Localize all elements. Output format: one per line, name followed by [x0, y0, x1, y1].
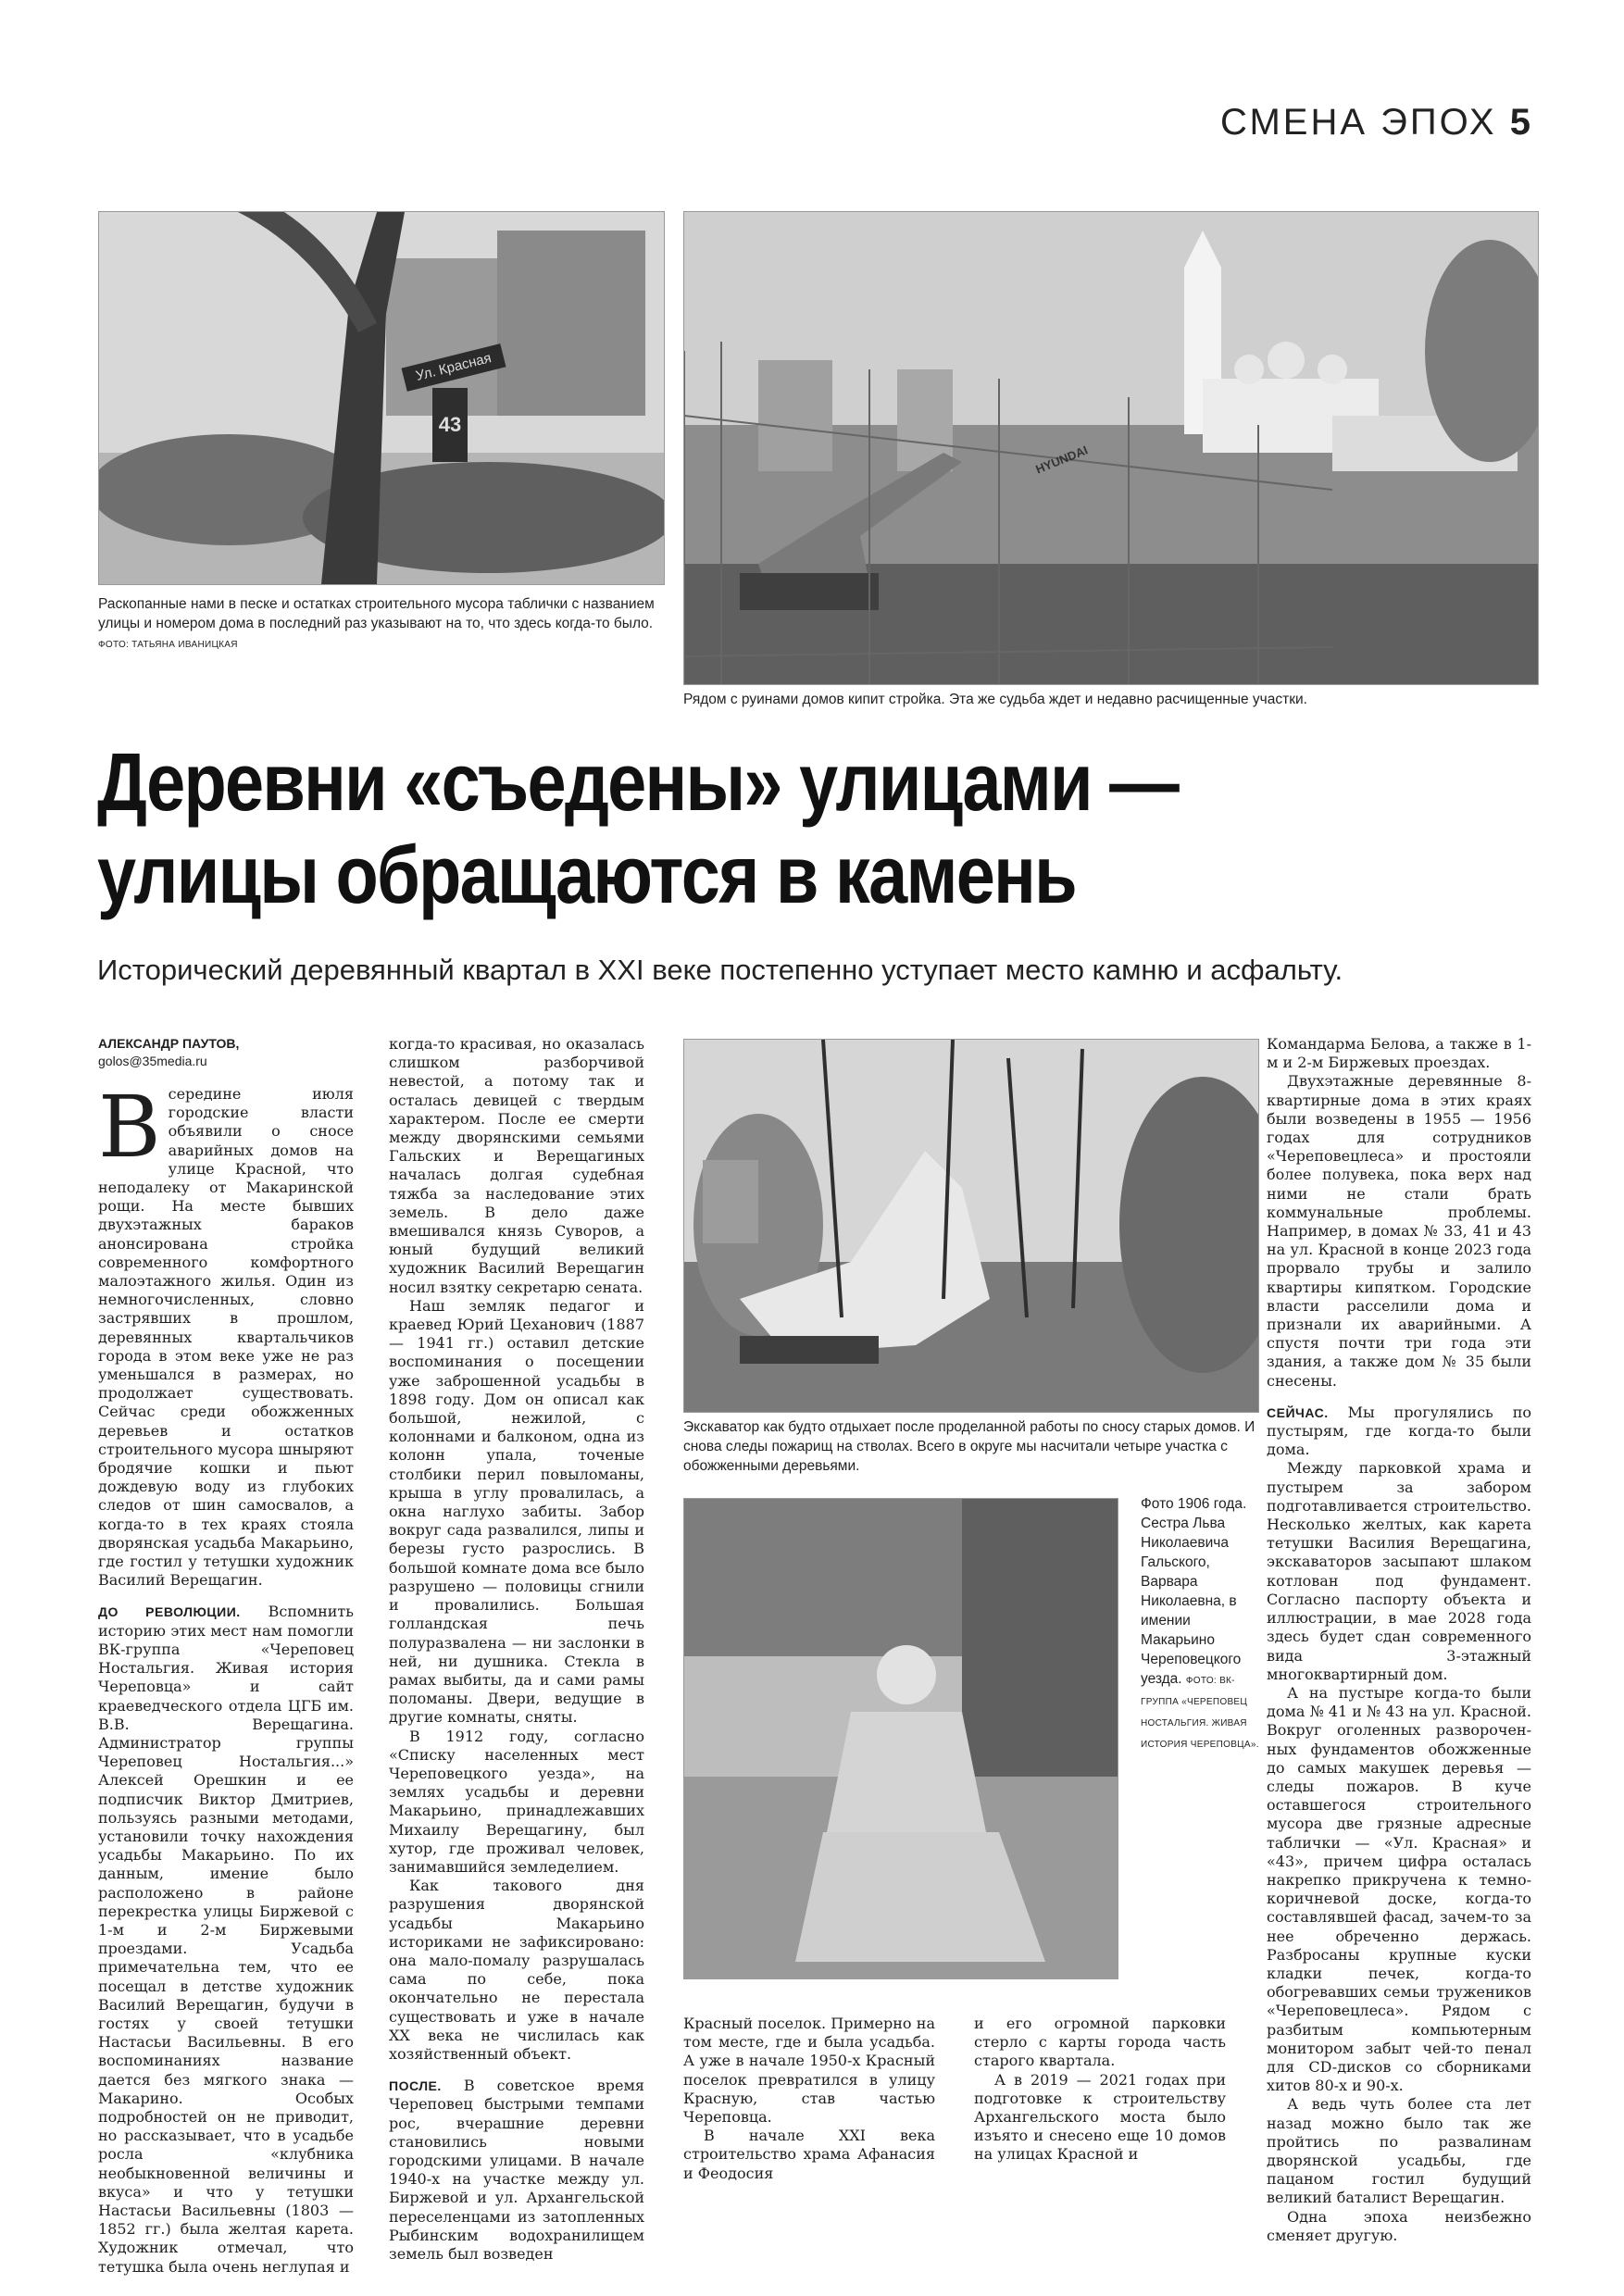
- lead-before-revolution: ДО РЕВОЛЮЦИИ.: [98, 1604, 241, 1620]
- excavator-brand: HYUNDAI: [1033, 443, 1090, 477]
- headline-line-1: Деревни «съедены» улицами —: [97, 736, 1179, 828]
- photo-1906-portrait: [683, 1498, 1118, 1979]
- house-number-board: [432, 388, 468, 462]
- author-name: АЛЕКСАНДР ПАУТОВ,: [98, 1036, 240, 1051]
- section-header: [1220, 102, 1533, 144]
- article-column-1: АЛЕКСАНДР ПАУТОВ, golos@35media.ru Всередине июля городские власти объявили о сносе аварийных домов на улице Красной, что неподалеку от Макаринской рощи. На месте бывших двухэтажных бараков анонсирована стройка современного комфортного малоэтажного жилья. Один из немногочисленных, словно застрявших в прошлом, деревянных квартальчиков города в этом веке уже не раз уменьшался в размерах, но продолжает существовать. Сейчас среди обожженных деревьев и остатков строительного мусора шныряют бродячие кошки и пьют дождевую воду из глубоких следов от шин самосвалов, а когда-то в тех краях стояла дворянская усадьба Макарьино, где гостил у тетушки художник Василий Верещагин. ДО РЕВОЛЮЦИИ. Вспомнить историю этих мест нам помогли ВК-группа «Череповец Ностальгия. Живая история Череповца» и сайт краеведческого отдела ЦГБ им. В.В. Верещагина. Администратор группы Череповец Ностальгия...» Алексей Орешкин и ее подписчик Виктор Дмитриев, пользуясь разными методами, установили точку нахождения усадьбы Макарьино. По их данным, имение было расположено в районе перекрестка улицы Биржевой с 1-м и 2-м Биржевыми проездами. Усадьба примечательна тем, что ее посещал в детстве художник Василий Верещагин, будучи в гостях у своей тетушки Настасьи Васильевны. В его воспоминаниях название дается без мягкого знака — Макарино. Особых подробностей он не приводит, но рассказывает, что в усадьбе росла «клубника необыкновенной величины и вкуса» и что у тетушки Настасьи Васильевны (1803 — 1852 гг.) была желтая карета. Художник отмечал, что тетушка была очень неглупая и: [98, 1036, 354, 2276]
- lead-now: СЕЙЧАС.: [1267, 1404, 1329, 1420]
- article-column-5: Командарма Белова, а также в 1-м и 2-м Биржевых проездах. Двухэтажные деревянные 8-квартирные дома в этих краях были возведены в 1955 — 1956 годах для сотрудников «Череповецлеса» и простояли более полувека, пока верх над ними не стали брать коммунальные проблемы. Например, в домах № 33, 41 и 43 на ул. Красной в конце 2023 года прорвало трубы и залило квартиры кипятком. Городские власти расселили дома и признали их аварийными. А спустя почти три года эти здания, а также дом № 35 были снесены. СЕЙЧАС. Мы прогулялись по пустырям, где когда-то были дома. Между парковкой храма и пустырем за забором подготавливается строительство. Несколько желтых, как карета тетушки Василия Верещагина, экскаваторов засыпают шлаком котлован под фундамент. Согласно паспорту объекта и иллюстрации, в мае 2028 года здесь будет сдан современного вида 3-этажный многоквартирный дом. А на пустыре когда-то были дома № 41 и № 43 на ул. Красной. Вокруг оголенных развороченных фундаментов обожженные до самых макушек деревья — следы пожаров. В куче оставшегося строительного мусора две грязные адресные таблички — «Ул. Красная» и «43», причем цифра осталась накрепко прикручена к темно-коричневой доске, когда-то составлявшей фасад, зачем-то за нее обреченно держась. Разбросаны крупные куски кладки печек, когда-то обогревавших семьи тружеников «Череповецлеса». Рядом с разбитым компьютерным монитором забыт чей-то пенал для CD-дисков со сборниками хитов 80-х и 90-х. А ведь чуть более ста лет назад можно было так же пройтись по развалинам дворянской усадьбы, где пацаном гостил будущий великий баталист Верещагин. Одна эпоха неизбежно сменяет другую.: [1267, 1035, 1531, 2244]
- article-column-2: когда-то красивая, но оказалась слишком разборчивой невестой, а потому так и осталась девицей с твердым характером. После ее смерти между дворянскими семьями Гальских и Верещагиных началась долгая судебная тяжба за наследование этих земель. В дело даже вмешивался князь Суворов, а юный будущий великий художник Василий Верещагин носил взятку секретарю сената. Наш земляк педагог и краевед Юрий Цеханович (1887 — 1941 гг.) оставил детские воспоминания о посещении уже заброшенной усадьбы в 1898 году. Дом он описал как большой, нежилой, с колоннами и балконом, одна из колонн упала, точеные столбики перил повыломаны, крыша в углу провалилась, а окна наглухо забиты. Забор вокруг сада развалился, липы и березы густо разрослись. В большой комнате дома все было разрушено — половицы сгнили и провалились. Большая голландская печь полуразвалена — ни заслонки в ней, ни душника. Стекла в рамах выбиты, да и сами рамы поломаны. Двери, ведущие в другие комнаты, сняты. В 1912 году, согласно «Списку населенных мест Череповецкого уезда», на землях усадьбы и деревни Макарьино, принадлежавших Михаилу Верещагину, был хутор, где проживал человек, занимавшийся земледелием. Как такового дня разрушения дворянской усадьбы Макарьино историками не зафиксировано: она мало-помалу разрушалась сама по себе, пока окончательно не перестала существовать и уже в начале XX века не числилась как хозяйственный объект. ПОСЛЕ. В советское время Череповец быстрыми темпами рос, вчерашние деревни становились новыми городскими улицами. В начале 1940-х на участке между ул. Биржевой и ул. Архангельской переселенцами из затопленных Рыбинским водохранилищем земель был возведен: [389, 1035, 644, 2263]
- house-number-text: 43: [438, 413, 462, 436]
- street-sign-text: Ул. Красная: [414, 350, 493, 384]
- photo-excavator: [683, 1039, 1259, 1413]
- photo-construction-caption: Рядом с руинами домов кипит стройка. Эта же судьба ждет и недавно расчищенные участки.: [683, 692, 1307, 707]
- photo-excavator-caption: Экскаватор как будто отдыхает после проделанной работы по сносу старых домов. И снова следы пожарищ на стволах. Всего в округе мы насчитали четыре участка с обожженными деревьями.: [683, 1419, 1255, 1474]
- headline-line-2: улицы обращаются в камень: [97, 829, 1076, 920]
- photo-construction-site: [683, 211, 1539, 685]
- headline: [97, 736, 1340, 921]
- page-number: 5: [1509, 102, 1533, 143]
- author-email: golos@35media.ru: [98, 1054, 207, 1068]
- author-block: [98, 1035, 354, 1070]
- lead-after: ПОСЛЕ.: [389, 2078, 442, 2094]
- section-title: СМЕНА ЭПОХ: [1220, 102, 1497, 143]
- drop-cap: В: [98, 1078, 161, 1177]
- photo-1906-caption: Фото 1906 года. Сестра Льва Николаевича Гальского, Варвара Николаевна, в имении Макарьино Череповецкого уезда. ФОТО: ВК-ГРУППА «ЧЕРЕПОВЕЦ НОСТАЛЬГИЯ. ЖИВАЯ ИСТОРИЯ ЧЕРЕПОВЦА».: [1141, 1496, 1259, 1750]
- photo-1906-credit: ФОТО: ВК-ГРУППА «ЧЕРЕПОВЕЦ НОСТАЛЬГИЯ. ЖИВАЯ ИСТОРИЯ ЧЕРЕПОВЦА».: [1141, 1676, 1259, 1750]
- subheadline: Исторический деревянный квартал в XXI веке постепенно уступает место камню и асфальту.: [97, 954, 1343, 986]
- photo-street-sign-caption: Раскопанные нами в песке и остатках строительного мусора таблички с названием улицы и номером дома в последний раз указывают на то, что здесь когда-то было. ФОТО: ТАТЬЯНА ИВАНИЦКАЯ: [98, 596, 655, 650]
- photo-credit: ФОТО: ТАТЬЯНА ИВАНИЦКАЯ: [98, 640, 238, 650]
- article-column-3: Красный поселок. Примерно на том месте, где и была усадьба. А уже в начале 1950-х Красный поселок превратился в улицу Красную, став частью Череповца. В начале XXI века строительство храма Афанасия и Феодосия: [683, 2015, 935, 2182]
- article-column-4: и его огромной парковки стерло с карты города часть старого квартала. А в 2019 — 2021 годах при подготовке к строительству Архангельского моста было изъято и снесено еще 10 домов на улицах Красной и: [974, 2015, 1226, 2164]
- photo-street-sign: [98, 211, 665, 585]
